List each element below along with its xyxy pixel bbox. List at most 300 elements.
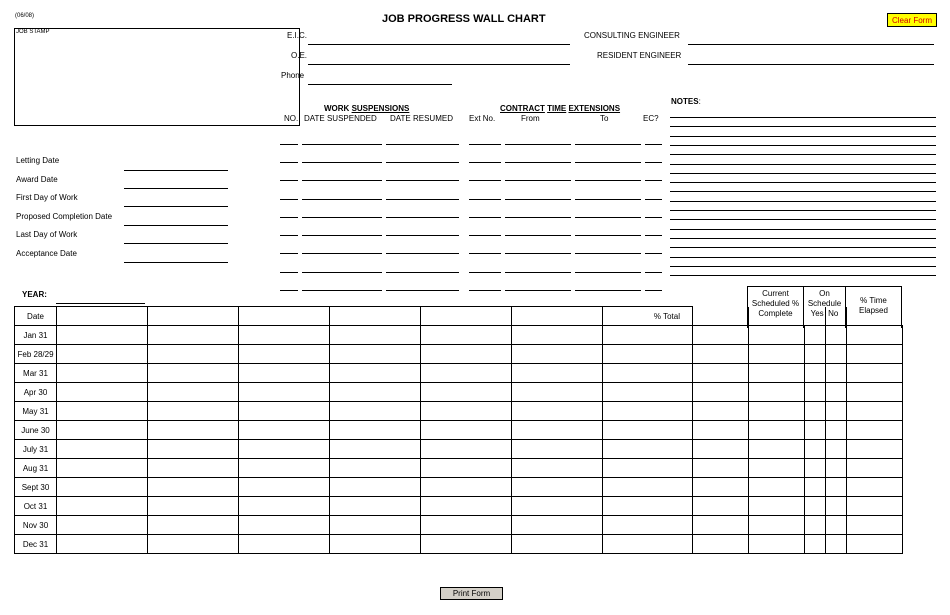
grid-cell[interactable] bbox=[512, 345, 603, 364]
grid-cell-input[interactable] bbox=[512, 345, 602, 363]
grid-cell[interactable] bbox=[57, 516, 148, 535]
grid-cell-input[interactable] bbox=[148, 364, 238, 382]
grid-cell-input[interactable] bbox=[512, 326, 602, 344]
grid-cell[interactable] bbox=[421, 402, 512, 421]
grid-cell-input[interactable] bbox=[603, 364, 692, 382]
grid-cell[interactable] bbox=[512, 516, 603, 535]
grid-cell-input[interactable] bbox=[847, 516, 902, 534]
suspension-no-field[interactable] bbox=[280, 277, 298, 291]
letting-date-field[interactable] bbox=[124, 157, 228, 171]
grid-cell[interactable] bbox=[805, 478, 826, 497]
grid-cell[interactable] bbox=[693, 440, 749, 459]
grid-cell[interactable] bbox=[330, 535, 421, 554]
ec-field[interactable] bbox=[645, 149, 662, 163]
grid-cell[interactable] bbox=[847, 326, 903, 345]
ext-from-field[interactable] bbox=[505, 131, 571, 145]
grid-cell[interactable] bbox=[330, 516, 421, 535]
grid-cell[interactable] bbox=[148, 459, 239, 478]
grid-cell-input[interactable] bbox=[847, 535, 902, 553]
grid-cell[interactable] bbox=[239, 497, 330, 516]
grid-cell-input[interactable] bbox=[749, 402, 804, 420]
date-suspended-field[interactable] bbox=[302, 186, 382, 200]
grid-cell[interactable] bbox=[57, 402, 148, 421]
ec-field[interactable] bbox=[645, 259, 662, 273]
ec-field[interactable] bbox=[645, 131, 662, 145]
grid-cell[interactable] bbox=[603, 383, 693, 402]
col-header-cell[interactable] bbox=[148, 307, 239, 326]
first-day-field[interactable] bbox=[124, 193, 228, 207]
grid-cell[interactable] bbox=[330, 345, 421, 364]
grid-cell-input[interactable] bbox=[239, 440, 329, 458]
grid-cell-input[interactable] bbox=[148, 383, 238, 401]
grid-cell[interactable] bbox=[421, 326, 512, 345]
suspension-no-field[interactable] bbox=[280, 204, 298, 218]
phone-field[interactable] bbox=[308, 71, 452, 85]
col-header-input[interactable] bbox=[239, 307, 329, 325]
grid-cell[interactable] bbox=[847, 497, 903, 516]
grid-cell[interactable] bbox=[512, 497, 603, 516]
grid-cell[interactable] bbox=[330, 478, 421, 497]
notes-line[interactable] bbox=[670, 211, 936, 220]
grid-cell-input[interactable] bbox=[603, 459, 692, 477]
grid-cell-input[interactable] bbox=[148, 478, 238, 496]
grid-cell[interactable] bbox=[847, 535, 903, 554]
grid-cell[interactable] bbox=[749, 516, 805, 535]
grid-cell[interactable] bbox=[693, 364, 749, 383]
grid-cell-input[interactable] bbox=[330, 440, 420, 458]
grid-cell-input[interactable] bbox=[330, 421, 420, 439]
grid-cell[interactable] bbox=[693, 497, 749, 516]
grid-cell[interactable] bbox=[239, 383, 330, 402]
grid-cell[interactable] bbox=[57, 383, 148, 402]
ec-field[interactable] bbox=[645, 277, 662, 291]
grid-cell-input[interactable] bbox=[603, 478, 692, 496]
ext-no-field[interactable] bbox=[469, 167, 501, 181]
grid-cell[interactable] bbox=[239, 516, 330, 535]
grid-cell-input[interactable] bbox=[749, 364, 804, 382]
grid-cell[interactable] bbox=[603, 535, 693, 554]
grid-cell[interactable] bbox=[421, 421, 512, 440]
grid-cell-input[interactable] bbox=[847, 326, 902, 344]
grid-cell[interactable] bbox=[239, 440, 330, 459]
grid-cell-input[interactable] bbox=[603, 497, 692, 515]
grid-cell-input[interactable] bbox=[603, 516, 692, 534]
grid-cell-input[interactable] bbox=[148, 421, 238, 439]
grid-cell[interactable] bbox=[148, 364, 239, 383]
grid-cell-input[interactable] bbox=[603, 535, 692, 553]
grid-cell-input[interactable] bbox=[603, 440, 692, 458]
grid-cell[interactable] bbox=[805, 326, 826, 345]
grid-cell[interactable] bbox=[805, 516, 826, 535]
grid-cell[interactable] bbox=[603, 364, 693, 383]
notes-line[interactable] bbox=[670, 202, 936, 211]
notes-line[interactable] bbox=[670, 156, 936, 165]
grid-cell[interactable] bbox=[847, 383, 903, 402]
grid-cell[interactable] bbox=[512, 440, 603, 459]
grid-cell[interactable] bbox=[826, 383, 847, 402]
grid-cell-input[interactable] bbox=[330, 478, 420, 496]
grid-cell-input[interactable] bbox=[148, 345, 238, 363]
grid-cell[interactable] bbox=[847, 421, 903, 440]
grid-cell[interactable] bbox=[330, 440, 421, 459]
grid-cell[interactable] bbox=[805, 383, 826, 402]
grid-cell[interactable] bbox=[57, 459, 148, 478]
suspension-no-field[interactable] bbox=[280, 259, 298, 273]
grid-cell-input[interactable] bbox=[693, 440, 748, 458]
notes-line[interactable] bbox=[670, 165, 936, 174]
suspension-no-field[interactable] bbox=[280, 186, 298, 200]
date-suspended-field[interactable] bbox=[302, 240, 382, 254]
grid-cell[interactable] bbox=[421, 440, 512, 459]
grid-cell-input[interactable] bbox=[330, 326, 420, 344]
notes-line[interactable] bbox=[670, 109, 936, 118]
ec-field[interactable] bbox=[645, 204, 662, 218]
print-form-button[interactable]: Print Form bbox=[440, 587, 503, 600]
ext-to-field[interactable] bbox=[575, 222, 641, 236]
grid-cell[interactable] bbox=[603, 516, 693, 535]
resident-engineer-field[interactable] bbox=[688, 51, 934, 65]
grid-cell-input[interactable] bbox=[805, 478, 825, 496]
grid-cell-input[interactable] bbox=[693, 497, 748, 515]
grid-cell-input[interactable] bbox=[512, 364, 602, 382]
grid-cell[interactable] bbox=[826, 535, 847, 554]
grid-cell[interactable] bbox=[148, 383, 239, 402]
grid-cell[interactable] bbox=[805, 440, 826, 459]
grid-cell-input[interactable] bbox=[693, 326, 748, 344]
grid-cell-input[interactable] bbox=[749, 516, 804, 534]
col-header-input[interactable] bbox=[57, 307, 147, 325]
grid-cell-input[interactable] bbox=[847, 459, 902, 477]
grid-cell[interactable] bbox=[826, 364, 847, 383]
grid-cell[interactable] bbox=[512, 459, 603, 478]
grid-cell-input[interactable] bbox=[239, 497, 329, 515]
grid-cell[interactable] bbox=[239, 326, 330, 345]
grid-cell-input[interactable] bbox=[693, 402, 748, 420]
grid-cell[interactable] bbox=[57, 345, 148, 364]
suspension-no-field[interactable] bbox=[280, 131, 298, 145]
grid-cell[interactable] bbox=[826, 497, 847, 516]
grid-cell-input[interactable] bbox=[57, 478, 147, 496]
grid-cell[interactable] bbox=[749, 459, 805, 478]
grid-cell[interactable] bbox=[148, 345, 239, 364]
grid-cell-input[interactable] bbox=[421, 345, 511, 363]
grid-cell-input[interactable] bbox=[512, 459, 602, 477]
col-header-input[interactable] bbox=[512, 307, 602, 325]
grid-cell-input[interactable] bbox=[512, 516, 602, 534]
grid-cell-input[interactable] bbox=[693, 345, 748, 363]
clear-form-button[interactable]: Clear Form bbox=[887, 13, 937, 27]
date-suspended-field[interactable] bbox=[302, 167, 382, 181]
ext-from-field[interactable] bbox=[505, 222, 571, 236]
grid-cell[interactable] bbox=[805, 421, 826, 440]
grid-cell[interactable] bbox=[512, 364, 603, 383]
grid-cell-input[interactable] bbox=[826, 459, 846, 477]
grid-cell-input[interactable] bbox=[805, 345, 825, 363]
grid-cell-input[interactable] bbox=[826, 516, 846, 534]
grid-cell-input[interactable] bbox=[847, 364, 902, 382]
grid-cell[interactable] bbox=[239, 535, 330, 554]
col-header-cell[interactable] bbox=[239, 307, 330, 326]
grid-cell-input[interactable] bbox=[826, 402, 846, 420]
col-header-cell[interactable] bbox=[330, 307, 421, 326]
grid-cell-input[interactable] bbox=[512, 478, 602, 496]
grid-cell[interactable] bbox=[421, 497, 512, 516]
grid-cell[interactable] bbox=[330, 364, 421, 383]
grid-cell-input[interactable] bbox=[330, 402, 420, 420]
grid-cell[interactable] bbox=[330, 497, 421, 516]
grid-cell-input[interactable] bbox=[693, 535, 748, 553]
notes-line[interactable] bbox=[670, 174, 936, 183]
notes-line[interactable] bbox=[670, 249, 936, 258]
grid-cell[interactable] bbox=[749, 402, 805, 421]
last-day-field[interactable] bbox=[124, 230, 228, 244]
col-header-cell[interactable] bbox=[421, 307, 512, 326]
grid-cell[interactable] bbox=[847, 402, 903, 421]
proposed-completion-field[interactable] bbox=[124, 212, 228, 226]
ext-no-field[interactable] bbox=[469, 240, 501, 254]
grid-cell[interactable] bbox=[749, 478, 805, 497]
grid-cell-input[interactable] bbox=[805, 402, 825, 420]
grid-cell[interactable] bbox=[603, 326, 693, 345]
grid-cell[interactable] bbox=[847, 440, 903, 459]
grid-cell[interactable] bbox=[148, 326, 239, 345]
grid-cell-input[interactable] bbox=[57, 440, 147, 458]
grid-cell-input[interactable] bbox=[603, 345, 692, 363]
ext-from-field[interactable] bbox=[505, 167, 571, 181]
grid-cell[interactable] bbox=[57, 326, 148, 345]
col-header-cell[interactable] bbox=[57, 307, 148, 326]
grid-cell-input[interactable] bbox=[239, 459, 329, 477]
consulting-engineer-field[interactable] bbox=[688, 31, 934, 45]
grid-cell[interactable] bbox=[826, 421, 847, 440]
grid-cell-input[interactable] bbox=[805, 459, 825, 477]
grid-cell-input[interactable] bbox=[749, 440, 804, 458]
grid-cell-input[interactable] bbox=[826, 421, 846, 439]
grid-cell[interactable] bbox=[693, 516, 749, 535]
grid-cell-input[interactable] bbox=[148, 516, 238, 534]
grid-cell[interactable] bbox=[826, 459, 847, 478]
date-suspended-field[interactable] bbox=[302, 149, 382, 163]
grid-cell[interactable] bbox=[148, 402, 239, 421]
grid-cell-input[interactable] bbox=[330, 516, 420, 534]
grid-cell-input[interactable] bbox=[421, 440, 511, 458]
grid-cell-input[interactable] bbox=[805, 440, 825, 458]
grid-cell-input[interactable] bbox=[847, 497, 902, 515]
grid-cell-input[interactable] bbox=[749, 497, 804, 515]
grid-cell[interactable] bbox=[512, 421, 603, 440]
grid-cell-input[interactable] bbox=[239, 364, 329, 382]
grid-cell-input[interactable] bbox=[57, 345, 147, 363]
award-date-field[interactable] bbox=[124, 175, 228, 189]
grid-cell-input[interactable] bbox=[749, 326, 804, 344]
grid-cell[interactable] bbox=[148, 516, 239, 535]
grid-cell[interactable] bbox=[749, 535, 805, 554]
grid-cell-input[interactable] bbox=[603, 326, 692, 344]
grid-cell-input[interactable] bbox=[512, 383, 602, 401]
grid-cell-input[interactable] bbox=[805, 383, 825, 401]
grid-cell-input[interactable] bbox=[57, 326, 147, 344]
grid-cell-input[interactable] bbox=[239, 345, 329, 363]
grid-cell-input[interactable] bbox=[57, 535, 147, 553]
grid-cell-input[interactable] bbox=[57, 402, 147, 420]
grid-cell[interactable] bbox=[512, 535, 603, 554]
grid-cell-input[interactable] bbox=[421, 364, 511, 382]
grid-cell[interactable] bbox=[512, 402, 603, 421]
grid-cell-input[interactable] bbox=[421, 535, 511, 553]
date-resumed-field[interactable] bbox=[386, 259, 459, 273]
grid-cell-input[interactable] bbox=[847, 402, 902, 420]
grid-cell[interactable] bbox=[693, 345, 749, 364]
ec-field[interactable] bbox=[645, 167, 662, 181]
grid-cell-input[interactable] bbox=[239, 516, 329, 534]
grid-cell-input[interactable] bbox=[847, 478, 902, 496]
date-suspended-field[interactable] bbox=[302, 131, 382, 145]
grid-cell-input[interactable] bbox=[512, 402, 602, 420]
ext-from-field[interactable] bbox=[505, 186, 571, 200]
grid-cell-input[interactable] bbox=[805, 535, 825, 553]
notes-line[interactable] bbox=[670, 258, 936, 267]
date-resumed-field[interactable] bbox=[386, 222, 459, 236]
grid-cell-input[interactable] bbox=[239, 383, 329, 401]
grid-cell[interactable] bbox=[826, 402, 847, 421]
date-suspended-field[interactable] bbox=[302, 277, 382, 291]
notes-line[interactable] bbox=[670, 267, 936, 276]
grid-cell-input[interactable] bbox=[847, 421, 902, 439]
grid-cell[interactable] bbox=[239, 478, 330, 497]
grid-cell-input[interactable] bbox=[749, 345, 804, 363]
ext-from-field[interactable] bbox=[505, 277, 571, 291]
ext-no-field[interactable] bbox=[469, 149, 501, 163]
year-field[interactable] bbox=[56, 290, 145, 304]
suspension-no-field[interactable] bbox=[280, 240, 298, 254]
grid-cell[interactable] bbox=[330, 421, 421, 440]
grid-cell[interactable] bbox=[847, 345, 903, 364]
ext-to-field[interactable] bbox=[575, 167, 641, 181]
grid-cell-input[interactable] bbox=[421, 326, 511, 344]
date-resumed-field[interactable] bbox=[386, 204, 459, 218]
notes-line[interactable] bbox=[670, 183, 936, 192]
grid-cell[interactable] bbox=[693, 421, 749, 440]
notes-line[interactable] bbox=[670, 118, 936, 127]
grid-cell[interactable] bbox=[57, 421, 148, 440]
date-suspended-field[interactable] bbox=[302, 204, 382, 218]
grid-cell[interactable] bbox=[603, 459, 693, 478]
grid-cell[interactable] bbox=[603, 345, 693, 364]
grid-cell-input[interactable] bbox=[826, 440, 846, 458]
ec-field[interactable] bbox=[645, 240, 662, 254]
grid-cell-input[interactable] bbox=[148, 402, 238, 420]
grid-cell-input[interactable] bbox=[749, 421, 804, 439]
grid-cell-input[interactable] bbox=[421, 478, 511, 496]
notes-line[interactable] bbox=[670, 137, 936, 146]
grid-cell[interactable] bbox=[421, 364, 512, 383]
grid-cell[interactable] bbox=[148, 478, 239, 497]
notes-line[interactable] bbox=[670, 146, 936, 155]
grid-cell-input[interactable] bbox=[826, 383, 846, 401]
grid-cell[interactable] bbox=[603, 421, 693, 440]
grid-cell-input[interactable] bbox=[148, 440, 238, 458]
grid-cell[interactable] bbox=[239, 364, 330, 383]
grid-cell[interactable] bbox=[805, 535, 826, 554]
grid-cell[interactable] bbox=[57, 478, 148, 497]
grid-cell[interactable] bbox=[421, 383, 512, 402]
date-resumed-field[interactable] bbox=[386, 149, 459, 163]
grid-cell[interactable] bbox=[239, 402, 330, 421]
grid-cell-input[interactable] bbox=[421, 516, 511, 534]
grid-cell-input[interactable] bbox=[805, 421, 825, 439]
grid-cell[interactable] bbox=[693, 326, 749, 345]
grid-cell-input[interactable] bbox=[148, 535, 238, 553]
grid-cell-input[interactable] bbox=[512, 421, 602, 439]
ec-field[interactable] bbox=[645, 186, 662, 200]
grid-cell-input[interactable] bbox=[421, 383, 511, 401]
grid-cell[interactable] bbox=[330, 326, 421, 345]
grid-cell[interactable] bbox=[749, 383, 805, 402]
ext-to-field[interactable] bbox=[575, 186, 641, 200]
grid-cell-input[interactable] bbox=[826, 478, 846, 496]
oe-field[interactable] bbox=[308, 51, 570, 65]
col-header-cell[interactable] bbox=[512, 307, 603, 326]
grid-cell-input[interactable] bbox=[330, 345, 420, 363]
grid-cell-input[interactable] bbox=[826, 364, 846, 382]
grid-cell[interactable] bbox=[330, 402, 421, 421]
grid-cell-input[interactable] bbox=[512, 440, 602, 458]
col-header-input[interactable] bbox=[421, 307, 511, 325]
date-resumed-field[interactable] bbox=[386, 167, 459, 181]
grid-cell-input[interactable] bbox=[847, 383, 902, 401]
grid-cell[interactable] bbox=[603, 402, 693, 421]
grid-cell[interactable] bbox=[749, 345, 805, 364]
ext-from-field[interactable] bbox=[505, 240, 571, 254]
notes-line[interactable] bbox=[670, 193, 936, 202]
suspension-no-field[interactable] bbox=[280, 149, 298, 163]
ext-no-field[interactable] bbox=[469, 131, 501, 145]
col-header-input[interactable] bbox=[330, 307, 420, 325]
grid-cell-input[interactable] bbox=[57, 497, 147, 515]
grid-cell-input[interactable] bbox=[239, 478, 329, 496]
grid-cell[interactable] bbox=[826, 345, 847, 364]
grid-cell[interactable] bbox=[693, 402, 749, 421]
grid-cell-input[interactable] bbox=[805, 364, 825, 382]
date-resumed-field[interactable] bbox=[386, 240, 459, 254]
grid-cell[interactable] bbox=[421, 516, 512, 535]
grid-cell-input[interactable] bbox=[749, 459, 804, 477]
grid-cell-input[interactable] bbox=[330, 383, 420, 401]
grid-cell[interactable] bbox=[239, 345, 330, 364]
grid-cell[interactable] bbox=[693, 383, 749, 402]
grid-cell-input[interactable] bbox=[57, 383, 147, 401]
grid-cell-input[interactable] bbox=[826, 345, 846, 363]
ext-no-field[interactable] bbox=[469, 204, 501, 218]
col-header-input[interactable] bbox=[148, 307, 238, 325]
grid-cell-input[interactable] bbox=[57, 421, 147, 439]
grid-cell[interactable] bbox=[512, 383, 603, 402]
grid-cell[interactable] bbox=[239, 421, 330, 440]
grid-cell-input[interactable] bbox=[148, 326, 238, 344]
grid-cell[interactable] bbox=[512, 326, 603, 345]
notes-line[interactable] bbox=[670, 128, 936, 137]
grid-cell-input[interactable] bbox=[421, 459, 511, 477]
grid-cell[interactable] bbox=[749, 421, 805, 440]
grid-cell[interactable] bbox=[805, 364, 826, 383]
grid-cell[interactable] bbox=[148, 440, 239, 459]
grid-cell[interactable] bbox=[57, 364, 148, 383]
date-resumed-field[interactable] bbox=[386, 131, 459, 145]
grid-cell-input[interactable] bbox=[749, 535, 804, 553]
grid-cell-input[interactable] bbox=[239, 421, 329, 439]
ext-no-field[interactable] bbox=[469, 222, 501, 236]
grid-cell[interactable] bbox=[148, 421, 239, 440]
